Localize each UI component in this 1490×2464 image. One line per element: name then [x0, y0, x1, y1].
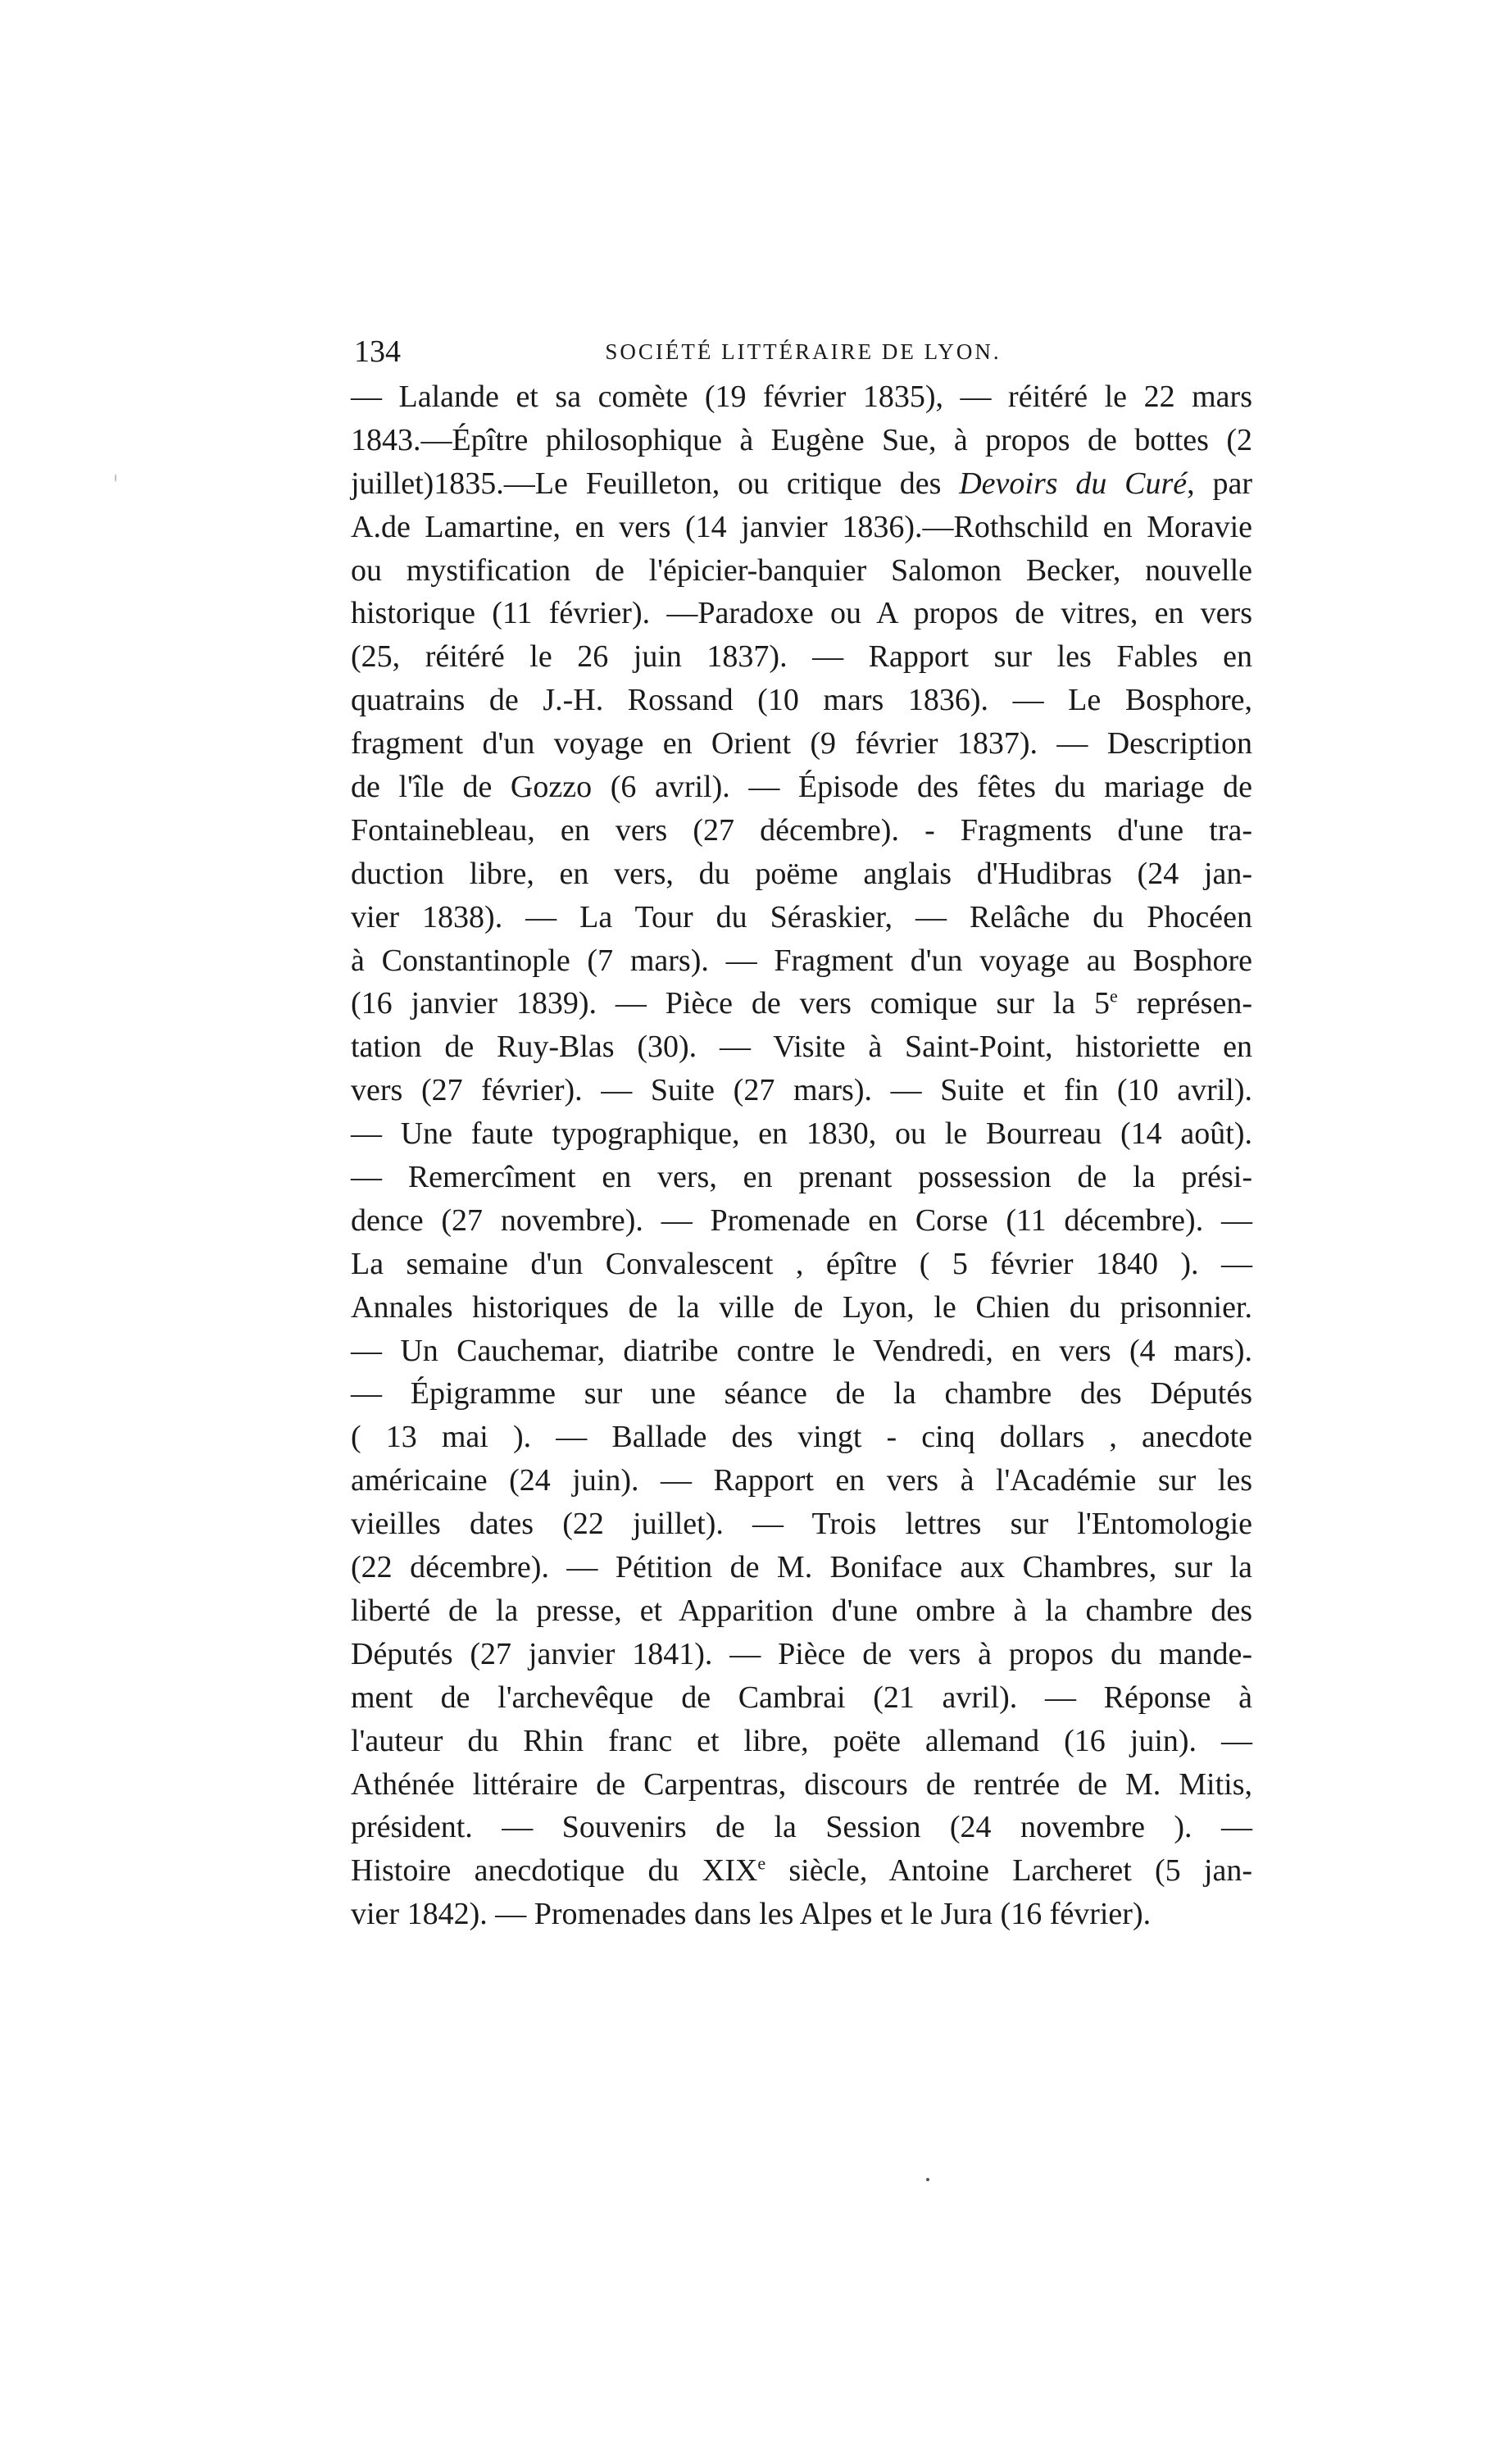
- text-line: — Remercîment en vers, en prenant possession de la prési-: [351, 1160, 1252, 1195]
- text-line: — Épigramme sur une séance de la chambre des Députés: [351, 1376, 1252, 1412]
- text-line: 1843.—Épître philosophique à Eugène Sue, à propos de bottes (2: [351, 422, 1252, 457]
- text-line: Fontainebleau, en vers (27 décembre). - Fragments d'une tra-: [351, 812, 1252, 848]
- page-speck: [115, 474, 116, 482]
- text-line: liberté de la presse, et Apparition d'une ombre à la chambre des: [351, 1593, 1252, 1628]
- text-line: (22 décembre). — Pétition de M. Boniface aux Chambres, sur la: [351, 1550, 1252, 1585]
- text-line: de l'île de Gozzo (6 avril). — Épisode des fêtes du mariage de: [351, 770, 1252, 805]
- text-run: juillet)1835.—Le Feuilleton, ou critique des: [351, 466, 960, 501]
- text-line: quatrains de J.-H. Rossand (10 mars 1836). — Le Bosphore,: [351, 683, 1252, 718]
- text-run: représen-: [1117, 986, 1252, 1021]
- text-line: [351, 462, 1252, 506]
- text-run: Histoire anecdotique du XIX: [351, 1853, 758, 1889]
- text-line: ou mystification de l'épicier-banquier Salomon Becker, nouvelle: [351, 552, 1252, 588]
- running-head: SOCIÉTÉ LITTÉRAIRE DE LYON.: [605, 339, 1002, 364]
- page-header: [354, 331, 1252, 372]
- text-line: tation de Ruy-Blas (30). — Visite à Saint-Point, historiette en: [351, 1030, 1252, 1065]
- text-line: président. — Souvenirs de la Session (24 novembre ). —: [351, 1810, 1252, 1845]
- text-line: fragment d'un voyage en Orient (9 février 1837). — Description: [351, 726, 1252, 761]
- text-line: vers (27 février). — Suite (27 mars). — Suite et fin (10 avril).: [351, 1073, 1252, 1108]
- text-line: vieilles dates (22 juillet). — Trois lettres sur l'Entomologie: [351, 1507, 1252, 1542]
- text-line: — Un Cauchemar, diatribe contre le Vendredi, en vers (4 mars).: [351, 1333, 1252, 1368]
- italic-title: Devoirs du Curé: [959, 466, 1188, 501]
- text-run: , par: [1187, 466, 1252, 501]
- text-line: [351, 982, 1252, 1025]
- text-line: l'auteur du Rhin franc et libre, poëte allemand (16 juin). —: [351, 1723, 1252, 1758]
- text-line: [351, 1849, 1252, 1893]
- text-line: La semaine d'un Convalescent , épître ( 5 février 1840 ). —: [351, 1246, 1252, 1281]
- body-text: [351, 375, 1252, 1936]
- text-line: Athénée littéraire de Carpentras, discours de rentrée de M. Mitis,: [351, 1766, 1252, 1802]
- page-number: 134: [354, 334, 401, 369]
- text-line: à Constantinople (7 mars). — Fragment d'un voyage au Bosphore: [351, 943, 1252, 978]
- text-line: vier 1838). — La Tour du Séraskier, — Relâche du Phocéen: [351, 899, 1252, 934]
- text-run: (16 janvier 1839). — Pièce de vers comique sur la 5: [351, 986, 1111, 1021]
- text-line: américaine (24 juin). — Rapport en vers à l'Académie sur les: [351, 1463, 1252, 1498]
- superscript: e: [1110, 985, 1118, 1007]
- text-line: ( 13 mai ). — Ballade des vingt - cinq dollars , anecdote: [351, 1420, 1252, 1455]
- text-line: A.de Lamartine, en vers (14 janvier 1836).—Rothschild en Moravie: [351, 509, 1252, 544]
- text-line: ment de l'archevêque de Cambrai (21 avril). — Réponse à: [351, 1680, 1252, 1715]
- text-line: historique (11 février). —Paradoxe ou A propos de vitres, en vers: [351, 596, 1252, 631]
- text-line: Députés (27 janvier 1841). — Pièce de vers à propos du mande-: [351, 1636, 1252, 1671]
- text-line: — Lalande et sa comète (19 février 1835), — réitéré le 22 mars: [351, 380, 1252, 414]
- text-line: — Une faute typographique, en 1830, ou le Bourreau (14 août).: [351, 1116, 1252, 1152]
- superscript: e: [757, 1853, 766, 1874]
- text-line: dence (27 novembre). — Promenade en Corse (11 décembre). —: [351, 1202, 1252, 1238]
- text-run: siècle, Antoine Larcheret (5 jan-: [765, 1853, 1252, 1889]
- text-line: Annales historiques de la ville de Lyon, le Chien du prisonnier.: [351, 1289, 1252, 1325]
- text-line: (25, réitéré le 26 juin 1837). — Rapport sur les Fables en: [351, 639, 1252, 675]
- page-speck: [926, 2178, 929, 2181]
- text-line: duction libre, en vers, du poëme anglais d'Hudibras (24 jan-: [351, 856, 1252, 891]
- text-line: vier 1842). — Promenades dans les Alpes et le Jura (16 février).: [351, 1897, 1152, 1932]
